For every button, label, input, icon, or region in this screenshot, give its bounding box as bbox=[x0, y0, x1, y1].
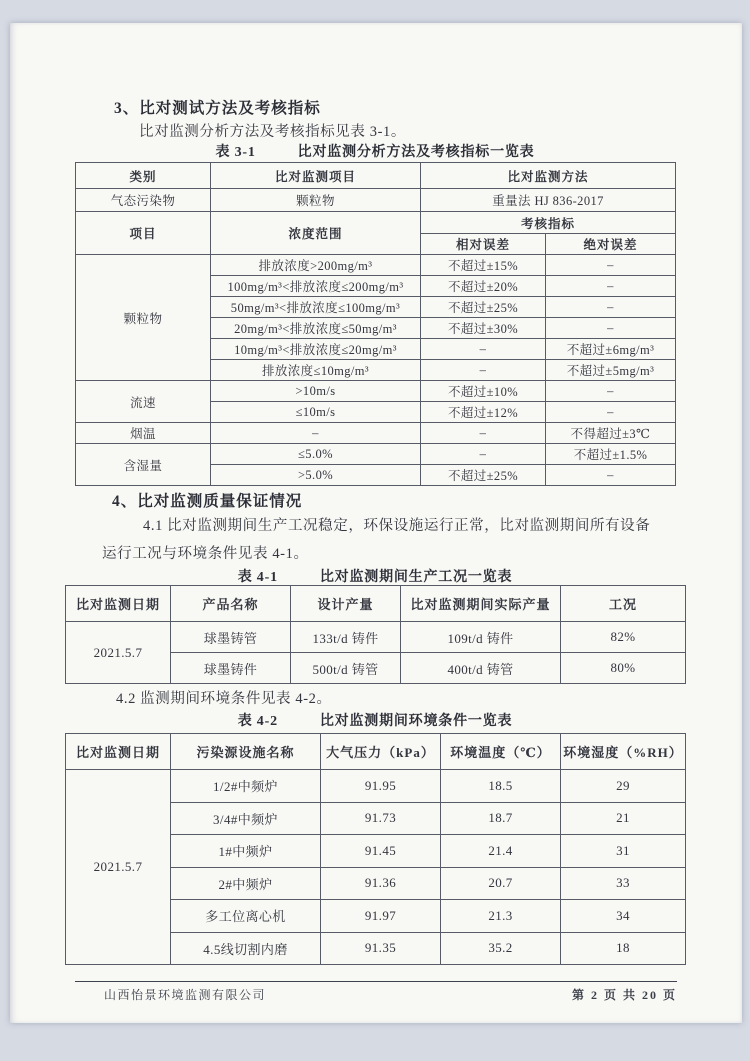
t31-cell-rel: 不超过±15% bbox=[421, 255, 546, 276]
t42-header-pressure: 大气压力（kPa） bbox=[321, 734, 441, 770]
table-4-2 bbox=[65, 733, 686, 965]
t31-cell-range: 50mg/m³<排放浓度≤100mg/m³ bbox=[211, 297, 421, 318]
t31-group-flow: 流速 bbox=[76, 381, 211, 423]
t42-cell-facility: 1/2#中频炉 bbox=[171, 770, 321, 803]
t31-cell-abs: – bbox=[546, 255, 676, 276]
t31-cell-abs: – bbox=[546, 402, 676, 423]
t31-cell-abs: – bbox=[546, 381, 676, 402]
t31-cell-item: 颗粒物 bbox=[211, 189, 421, 212]
t41-cell-actual: 400t/d 铸管 bbox=[401, 653, 561, 684]
t31-cell-rel: – bbox=[421, 339, 546, 360]
table-3-1-title: 比对监测分析方法及考核指标一览表 bbox=[297, 145, 535, 160]
section-4-heading: 4、比对监测质量保证情况 bbox=[112, 493, 303, 510]
t31-group-humidity: 含湿量 bbox=[76, 444, 211, 486]
t42-cell-pressure: 91.95 bbox=[321, 770, 441, 803]
t31-header-item: 比对监测项目 bbox=[211, 163, 421, 189]
table-4-2-label: 表 4-2 bbox=[237, 714, 278, 729]
t42-header-temperature: 环境温度（℃） bbox=[441, 734, 561, 770]
t31-cell-abs: 不得超过±3℃ bbox=[546, 423, 676, 444]
t31-cell-rel: – bbox=[421, 444, 546, 465]
t31-cell-range: 10mg/m³<排放浓度≤20mg/m³ bbox=[211, 339, 421, 360]
t41-header-product: 产品名称 bbox=[171, 586, 291, 622]
table-row bbox=[66, 622, 686, 653]
t42-cell-facility: 3/4#中频炉 bbox=[171, 802, 321, 835]
t42-cell-pressure: 91.73 bbox=[321, 802, 441, 835]
t42-cell-date: 2021.5.7 bbox=[66, 770, 171, 965]
t42-cell-temperature: 21.3 bbox=[441, 900, 561, 933]
t42-cell-humidity: 31 bbox=[561, 835, 686, 868]
t31-cell-rel: – bbox=[421, 423, 546, 444]
t31-cell-range: ≤10m/s bbox=[211, 402, 421, 423]
t31-cell-abs: – bbox=[546, 297, 676, 318]
t31-cell-method: 重量法 HJ 836-2017 bbox=[421, 189, 676, 212]
t31-header-method: 比对监测方法 bbox=[421, 163, 676, 189]
table-4-2-title: 比对监测期间环境条件一览表 bbox=[319, 714, 513, 729]
page-footer bbox=[75, 986, 677, 1003]
t41-header-actual-output: 比对监测期间实际产量 bbox=[401, 586, 561, 622]
t31-cell-range: >5.0% bbox=[211, 465, 421, 486]
t31-cell-rel: 不超过±12% bbox=[421, 402, 546, 423]
table-3-1 bbox=[75, 162, 676, 486]
t42-cell-pressure: 91.97 bbox=[321, 900, 441, 933]
t42-cell-pressure: 91.35 bbox=[321, 932, 441, 965]
t42-header-humidity: 环境湿度（%RH） bbox=[561, 734, 686, 770]
table-row bbox=[76, 444, 676, 465]
t31-cell-abs: – bbox=[546, 318, 676, 339]
t31-cell-rel: 不超过±30% bbox=[421, 318, 546, 339]
t42-cell-temperature: 20.7 bbox=[441, 867, 561, 900]
t31-group-smoke-temp: 烟温 bbox=[76, 423, 211, 444]
t42-cell-temperature: 35.2 bbox=[441, 932, 561, 965]
t31-cell-rel: 不超过±20% bbox=[421, 276, 546, 297]
section-3-intro: 比对监测分析方法及考核指标见表 3-1。 bbox=[139, 124, 406, 140]
table-row bbox=[76, 423, 676, 444]
t31-group-particulate: 颗粒物 bbox=[76, 255, 211, 381]
table-3-1-caption bbox=[75, 141, 675, 161]
t42-cell-facility: 多工位离心机 bbox=[171, 900, 321, 933]
t41-header-load: 工况 bbox=[561, 586, 686, 622]
table-row bbox=[66, 734, 686, 770]
table-4-1-label: 表 4-1 bbox=[237, 570, 278, 585]
t31-cell-rel: 不超过±25% bbox=[421, 465, 546, 486]
t42-cell-pressure: 91.45 bbox=[321, 835, 441, 868]
t31-cell-range: >10m/s bbox=[211, 381, 421, 402]
t41-cell-load: 80% bbox=[561, 653, 686, 684]
t31-cell-abs: 不超过±1.5% bbox=[546, 444, 676, 465]
t31-cell-range: 20mg/m³<排放浓度≤50mg/m³ bbox=[211, 318, 421, 339]
t41-cell-product: 球墨铸管 bbox=[171, 622, 291, 653]
t31-subheader-range: 浓度范围 bbox=[211, 212, 421, 255]
t31-cell-range: 排放浓度≤10mg/m³ bbox=[211, 360, 421, 381]
t42-header-date: 比对监测日期 bbox=[66, 734, 171, 770]
section-3-heading: 3、比对测试方法及考核指标 bbox=[114, 100, 321, 117]
t42-cell-humidity: 18 bbox=[561, 932, 686, 965]
t31-header-category: 类别 bbox=[76, 163, 211, 189]
table-4-1 bbox=[65, 585, 686, 684]
t31-cell-category: 气态污染物 bbox=[76, 189, 211, 212]
t41-header-date: 比对监测日期 bbox=[66, 586, 171, 622]
table-row bbox=[76, 381, 676, 402]
t42-cell-temperature: 18.5 bbox=[441, 770, 561, 803]
t41-header-design-output: 设计产量 bbox=[291, 586, 401, 622]
table-row bbox=[66, 770, 686, 803]
table-4-2-caption bbox=[65, 710, 685, 730]
t42-cell-facility: 1#中频炉 bbox=[171, 835, 321, 868]
t31-cell-abs: – bbox=[546, 465, 676, 486]
table-row bbox=[66, 586, 686, 622]
t42-cell-temperature: 18.7 bbox=[441, 802, 561, 835]
t31-cell-rel: 不超过±10% bbox=[421, 381, 546, 402]
table-row bbox=[76, 255, 676, 276]
para-4-1-line1: 4.1 比对监测期间生产工况稳定，环保设施运行正常，比对监测期间所有设备 bbox=[143, 518, 651, 534]
table-row bbox=[76, 163, 676, 189]
t31-subheader-assess: 考核指标 bbox=[421, 212, 676, 234]
t42-cell-pressure: 91.36 bbox=[321, 867, 441, 900]
t31-subheader-absolute-error: 绝对误差 bbox=[546, 234, 676, 255]
t42-header-facility: 污染源设施名称 bbox=[171, 734, 321, 770]
table-3-1-label: 表 3-1 bbox=[215, 145, 256, 160]
t31-cell-range: 排放浓度>200mg/m³ bbox=[211, 255, 421, 276]
table-4-1-caption bbox=[65, 566, 685, 586]
t41-cell-load: 82% bbox=[561, 622, 686, 653]
table-4-1-title: 比对监测期间生产工况一览表 bbox=[319, 570, 513, 585]
t42-cell-humidity: 33 bbox=[561, 867, 686, 900]
table-row bbox=[76, 212, 676, 234]
para-4-2: 4.2 监测期间环境条件见表 4-2。 bbox=[116, 691, 332, 707]
t31-cell-range: – bbox=[211, 423, 421, 444]
table-row bbox=[76, 189, 676, 212]
footer-company-name: 山西怡景环境监测有限公司 bbox=[104, 988, 267, 1002]
t31-cell-abs: – bbox=[546, 276, 676, 297]
t41-cell-product: 球墨铸件 bbox=[171, 653, 291, 684]
footer-page-number: 第 2 页 共 20 页 bbox=[571, 988, 677, 1002]
t41-cell-design: 133t/d 铸件 bbox=[291, 622, 401, 653]
t31-subheader-item: 项目 bbox=[76, 212, 211, 255]
t42-cell-humidity: 21 bbox=[561, 802, 686, 835]
footer-divider bbox=[75, 981, 677, 982]
t41-cell-design: 500t/d 铸管 bbox=[291, 653, 401, 684]
t31-cell-range: 100mg/m³<排放浓度≤200mg/m³ bbox=[211, 276, 421, 297]
para-4-1-line2: 运行工况与环境条件见表 4-1。 bbox=[102, 546, 309, 562]
t31-cell-rel: 不超过±25% bbox=[421, 297, 546, 318]
t31-cell-abs: 不超过±6mg/m³ bbox=[546, 339, 676, 360]
t41-cell-actual: 109t/d 铸件 bbox=[401, 622, 561, 653]
t31-cell-abs: 不超过±5mg/m³ bbox=[546, 360, 676, 381]
t42-cell-facility: 4.5线切割内磨 bbox=[171, 932, 321, 965]
t42-cell-facility: 2#中频炉 bbox=[171, 867, 321, 900]
t31-subheader-relative-error: 相对误差 bbox=[421, 234, 546, 255]
t42-cell-humidity: 29 bbox=[561, 770, 686, 803]
t31-cell-range: ≤5.0% bbox=[211, 444, 421, 465]
t42-cell-humidity: 34 bbox=[561, 900, 686, 933]
t42-cell-temperature: 21.4 bbox=[441, 835, 561, 868]
t41-cell-date: 2021.5.7 bbox=[66, 622, 171, 684]
t31-cell-rel: – bbox=[421, 360, 546, 381]
